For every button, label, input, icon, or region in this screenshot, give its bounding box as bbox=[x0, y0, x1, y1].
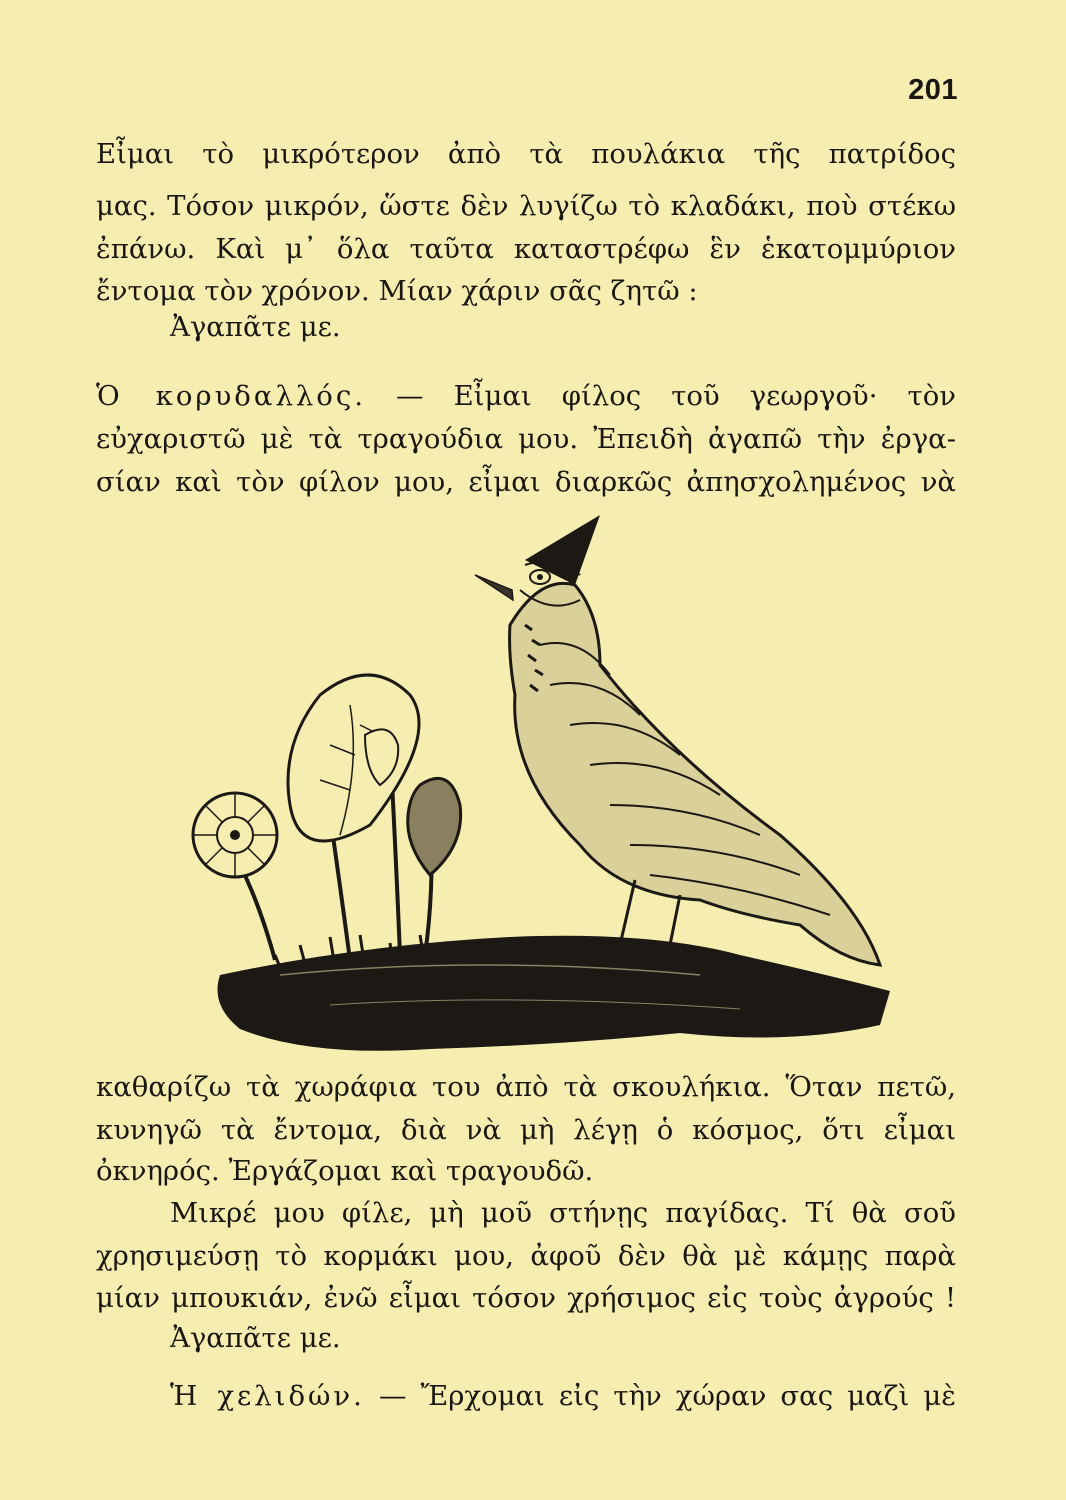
text-line: μας. Τόσον μικρόν, ὥστε δὲν λυγίζω τὸ κλαδάκι, ποὺ στέκω bbox=[96, 190, 956, 222]
closing-line: Ἀγαπᾶτε με. bbox=[170, 311, 341, 343]
lark-illustration bbox=[180, 505, 900, 1060]
lark-beak bbox=[475, 575, 513, 600]
swallow-text: — Ἔρχομαι εἰς τὴν χώραν σας μαζὶ μὲ bbox=[364, 1380, 956, 1412]
text-line: χρησιμεύσῃ τὸ κορμάκι μου, ἀφοῦ δὲν θὰ μὲ κάμῃς παρὰ bbox=[96, 1240, 956, 1272]
lark-heading: Ὁ κορυδαλλός. bbox=[96, 380, 366, 412]
swallow-heading: Ἡ χελιδών. bbox=[170, 1380, 365, 1412]
swallow-paragraph-first-line bbox=[170, 1376, 956, 1416]
lark-body bbox=[510, 583, 880, 965]
lark-bird bbox=[475, 515, 880, 965]
text-line: κυνηγῶ τὰ ἔντομα, διὰ νὰ μὴ λέγῃ ὁ κόσμος, ὅτι εἶμαι bbox=[96, 1114, 956, 1146]
ground bbox=[218, 936, 891, 1051]
text-line: μίαν μπουκιάν, ἐνῶ εἶμαι τόσον χρήσιμος εἰς τοὺς ἀγρούς ! bbox=[96, 1282, 956, 1314]
text-line: ἐπάνω. Καὶ μ᾿ ὅλα ταῦτα καταστρέφω ἓν ἑκατομμύριον bbox=[96, 233, 956, 265]
text-line: Εἶμαι τὸ μικρότερον ἀπὸ τὰ πουλάκια τῆς πατρίδος bbox=[96, 138, 956, 170]
text-line: καθαρίζω τὰ χωράφια του ἀπὸ τὰ σκουλήκια. Ὅταν πετῶ, bbox=[96, 1071, 956, 1103]
text-line: σίαν καὶ τὸν φίλον μου, εἶμαι διαρκῶς ἀπησχολημένος νὰ bbox=[96, 466, 956, 498]
text-line: εὐχαριστῶ μὲ τὰ τραγούδια μου. Ἐπειδὴ ἀγαπῶ τὴν ἐργα- bbox=[96, 423, 956, 455]
text-line: Μικρέ μου φίλε, μὴ μοῦ στήνῃς παγίδας. Τί θὰ σοῦ bbox=[170, 1197, 956, 1229]
morning-glory-flower bbox=[193, 793, 277, 877]
text-line: ἔντομα τὸν χρόνον. Μίαν χάριν σᾶς ζητῶ : bbox=[96, 275, 698, 307]
lark-paragraph-first-line bbox=[96, 376, 956, 416]
lark-text: — Εἶμαι φίλος τοῦ γεωργοῦ· τὸν bbox=[366, 380, 957, 412]
page-number: 201 bbox=[908, 74, 958, 106]
leaf bbox=[408, 778, 461, 875]
closing-line: Ἀγαπᾶτε με. bbox=[170, 1322, 341, 1354]
text-line: ὀκνηρός. Ἐργάζομαι καὶ τραγουδῶ. bbox=[96, 1155, 594, 1187]
